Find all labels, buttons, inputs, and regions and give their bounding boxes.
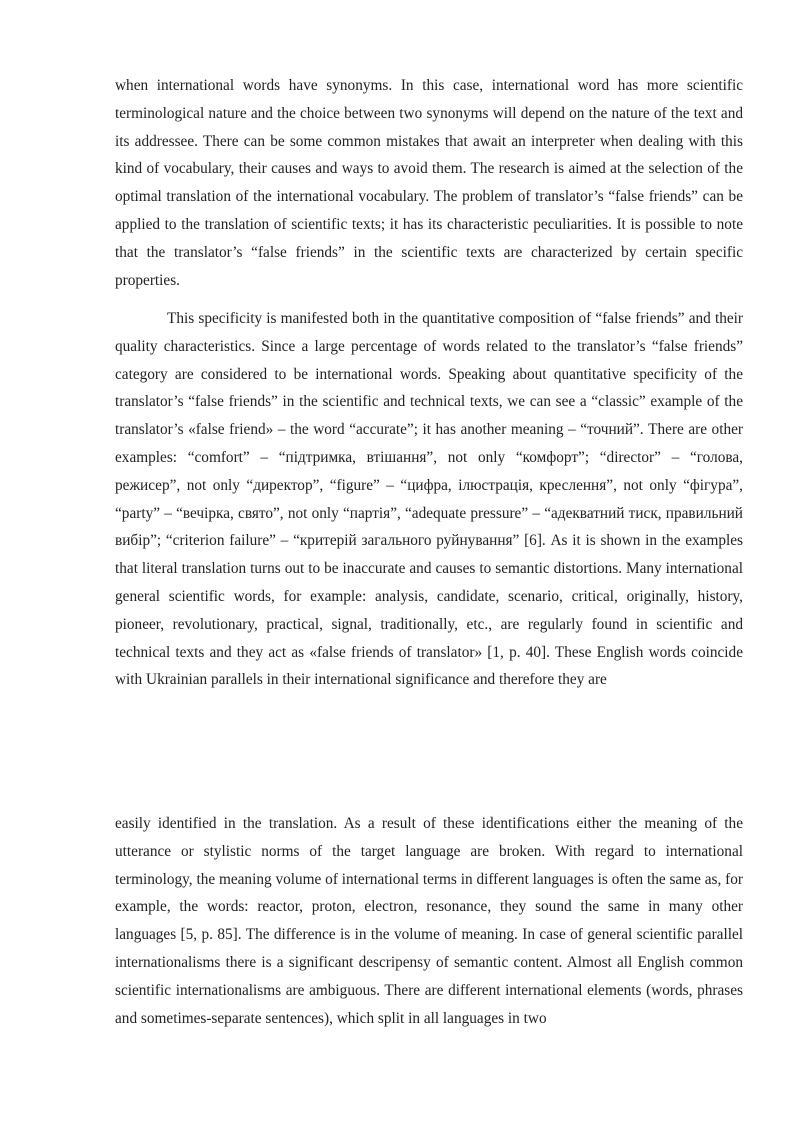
paragraph-international-terminology: easily identified in the translation. As a result of these identifications either the meaning of the utterance or stylistic norms of the target language are broken. With regard to international terminology, the meaning volume of international terms in different languages is often the same as, for example, the words: reactor, proton, electron, resonance, they sound the same in many other languages [5, p. 85]. The difference is in the volume of meaning. In case of general scientific parallel internationalisms there is a significant descripensy of semantic content. Almost all English common scientific internationalisms are ambiguous. There are different international elements (words, phrases and sometimes-separate sentences), which split in all languages in two: [115, 815, 743, 1027]
paragraph-false-friends-specificity: This specificity is manifested both in the quantitative composition of “false friends” and their quality characteristics. Since a large percentage of words related to the translator’s “false friends” category are considered to be international words. Speaking about quantitative specificity of the translator’s “false friends” in the scientific and technical texts, we can see a “classic” example of the translator’s «false friend» – the word “accurate”; it has another meaning – “точний”. There are other examples: “comfort” – “підтримка, втішання”, not only “комфорт”; “director” – “голова, режисер”, not only “директор”, “figure” – “цифра, ілюстрація, креслення”, not only “фігура”, “party” – “вечірка, свято”, not only “партія”, “adequate pressure” – “адекватний тиск, правильний вибір”; “criterion failure” – “критерій загального руйнування” [6]. As it is shown in the examples that literal translation turns out to be inaccurate and causes to semantic distortions. Many international general scientific words, for example: analysis, candidate, scenario, critical, originally, history, pioneer, revolutionary, practical, signal, traditionally, etc., are regularly found in scientific and technical texts and they act as «false friends of translator» [1, p. 40]. These English words coincide with Ukrainian parallels in their international significance and therefore they are: [115, 310, 743, 689]
paragraph-synonyms: when international words have synonyms. In this case, international word has more scientific terminological nature and the choice between two synonyms will depend on the nature of the text and its addressee. There can be some common mistakes that await an interpreter when dealing with this kind of vocabulary, their causes and ways to avoid them. The research is aimed at the selection of the optimal translation of the international vocabulary. The problem of translator’s “false friends” can be applied to the translation of scientific texts; it has its characteristic peculiarities. It is possible to note that the translator’s “false friends” in the scientific texts are characterized by certain specific properties.: [115, 77, 743, 289]
